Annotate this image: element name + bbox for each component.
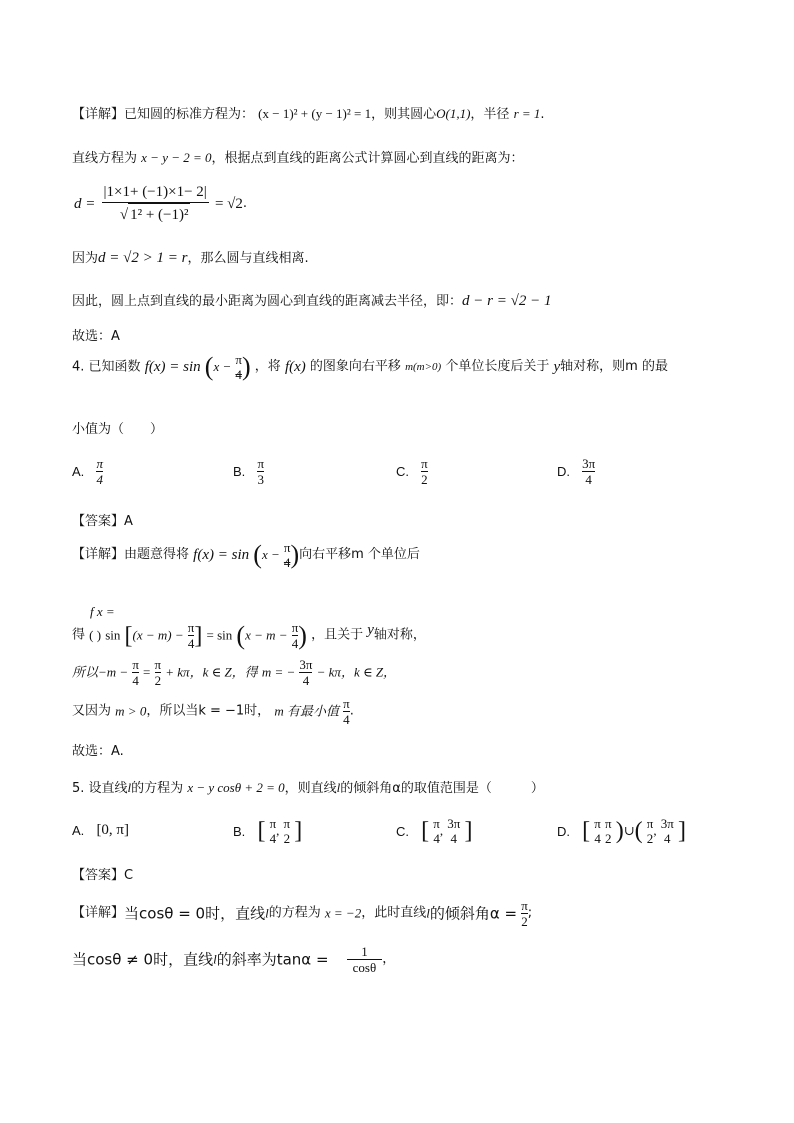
circle-center: O(1,1): [436, 106, 471, 121]
conclusion-line: 因此，圆上点到直线的最小距离为圆心到直线的距离减去半径，即：d − r = √2 − 1: [72, 293, 552, 309]
detail-4-line-4: 又因为 m > 0，所以当k = −1时， m 有最小值 $\frac{\pi}{4}$ .: [72, 696, 354, 727]
question-4-line-2: 小值为（ ）: [72, 422, 164, 437]
choice-line-4: 故选：A.: [72, 744, 124, 759]
q5-option-a: A. [0, π]: [72, 822, 130, 838]
line-equation: x − y − 2 = 0: [141, 150, 212, 165]
circle-equation: (x − 1)² + (y − 1)² = 1: [258, 106, 372, 121]
q5-equation: x − y cosθ + 2 = 0: [187, 780, 285, 795]
line-equation-text: 直线方程为 x − y − 2 = 0，根据点到直线的距离公式计算圆心到直线的距离为：: [72, 150, 524, 166]
min-distance: d − r = √2 − 1: [462, 293, 552, 309]
distance-formula: d = $\frac{|1\times 1+ (-1)\times 1- 2|}{\text{√ 1² + (−1)²}}$ = √2.: [74, 182, 247, 226]
shifted-function-top: f x =: [90, 604, 115, 619]
question-4: 4. 已知函数 f(x) = sin (x − π 4 ) ，将 f(x) 的图象向右平移 m(m>0) 个单位长度后关于 y轴对称，则m 的最: [72, 352, 668, 382]
detail-5-line-1: 【详解】当cosθ = 0时，直线l的方程为 x = −2，此时直线l的倾斜角α = $\frac{\pi}{2}$ ;: [72, 898, 533, 929]
shifted-function: 得 ( ) sin [(x − m) − $\frac{\pi}{4}$ ] = sin (x − m − $\frac{\pi}{4}$ ) ，且关于 y轴对称，: [72, 620, 426, 651]
detail-4-line-1: 【详解】由题意得将 f(x) = sin (x − π 4 )向右平移m 个单位后: [72, 540, 420, 570]
compare-line: 因为d = √2 > 1 = r，那么圆与直线相离.: [72, 250, 309, 266]
detail-4-line-3: 所以−m − $\frac{\pi}{4}$ = $\frac{\pi}{2}$ + kπ，k ∈ Z，得 m = − $\frac{3\pi}{4}$ − kπ，k ∈ Z，: [72, 657, 397, 688]
q5-option-c: C. [ π 4 , 3π 4 ]: [396, 816, 473, 846]
detail-5-line-2: 当cosθ ≠ 0时，直线l的斜率为tanα = $\frac{1}{\cos\theta}$ ，: [72, 944, 396, 975]
q4-option-b: B. $\frac{\pi}{3}$: [233, 456, 265, 487]
q5-option-b: B. [ π 4 , π 2 ]: [233, 816, 303, 846]
q4-option-a: A. $\frac{\pi}{4}$: [72, 456, 103, 487]
detail-tag: 【详解】: [72, 107, 125, 122]
distance-fraction: $\frac{|1\times 1+ (-1)\times 1- 2|}{\text{√ 1² + (−1)²}}$: [102, 182, 209, 226]
question-5: 5. 设直线l的方程为 x − y cosθ + 2 = 0，则直线l的倾斜角α的取值范围是（ ）: [72, 780, 544, 796]
detail-line-1: 【详解】已知圆的标准方程为： (x − 1)² + (y − 1)² = 1，则其圆心O(1,1)，半径 r = 1.: [72, 106, 545, 122]
q5-option-d: D. [ π 4 π 2 )∪( π 2 , 3π 4 ]: [557, 816, 686, 846]
q4-option-d: D. $\frac{3\pi}{4}$: [557, 456, 596, 487]
q4-option-c: C. $\frac{\pi}{2}$: [396, 456, 428, 487]
answer-4: 【答案】A: [72, 514, 133, 529]
answer-5: 【答案】C: [72, 868, 134, 883]
choice-line-1: 故选：A: [72, 329, 120, 344]
circle-radius: r = 1: [513, 106, 541, 121]
